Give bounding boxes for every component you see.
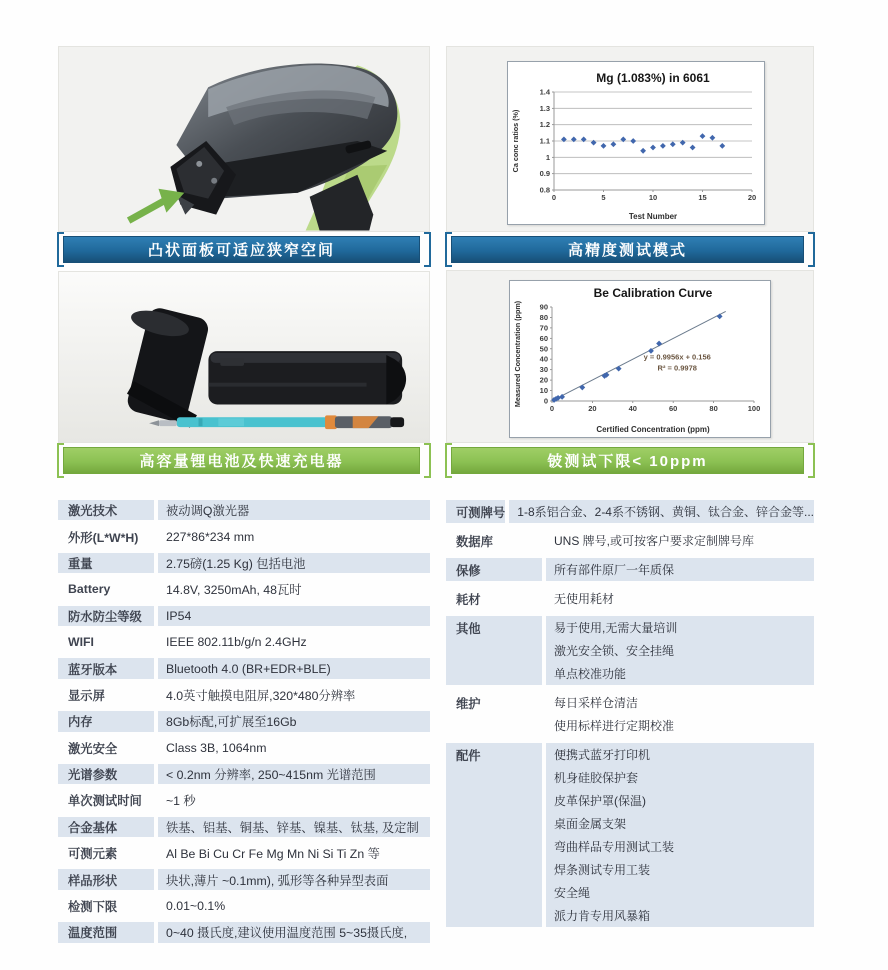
spec-label: Battery xyxy=(68,582,111,597)
spec-label: 防水防尘等级 xyxy=(58,606,154,626)
svg-text:10: 10 xyxy=(539,386,548,396)
battery-cap xyxy=(123,306,211,429)
banner-be-detection-limit xyxy=(446,447,814,474)
banner-bracket-right xyxy=(808,443,815,478)
spec-label: 激光技术 xyxy=(58,500,154,520)
spec-row xyxy=(58,682,430,708)
spec-label: 保修 xyxy=(446,558,542,581)
svg-text:20: 20 xyxy=(747,193,757,202)
analyzer-illustration xyxy=(59,47,429,231)
spec-value-line: 1-8系铝合金、2-4系不锈钢、黄铜、钛合金、锌合金等... xyxy=(517,505,814,519)
banner-bracket-right xyxy=(424,232,431,267)
spec-value-line: 焊条测试专用工装 xyxy=(554,863,651,877)
spec-label: 数据库 xyxy=(456,535,493,549)
spec-value-line: 每日采样仓清洁 xyxy=(554,696,639,710)
battery-pack xyxy=(208,351,406,404)
spec-row xyxy=(58,761,430,787)
spec-label: 耗材 xyxy=(456,593,481,607)
banner-battery xyxy=(58,447,430,474)
spec-label: 可测元素 xyxy=(68,847,118,862)
spec-label: 可测牌号 xyxy=(446,500,505,523)
svg-text:15: 15 xyxy=(698,193,707,202)
spec-value: IP54 xyxy=(158,606,430,626)
svg-text:Be Calibration Curve: Be Calibration Curve xyxy=(593,286,713,300)
svg-text:60: 60 xyxy=(669,404,678,413)
svg-text:1.1: 1.1 xyxy=(539,136,550,146)
banner-precision-mode xyxy=(446,236,814,263)
battery-illustration xyxy=(59,272,429,442)
spec-row xyxy=(58,708,430,734)
spec-value-line: 机身硅胶保护套 xyxy=(554,771,639,785)
svg-text:20: 20 xyxy=(539,375,548,385)
spec-value-line: 易于使用,无需大量培训 xyxy=(554,621,678,635)
spec-row xyxy=(58,814,430,840)
svg-text:Mg (1.083%) in 6061: Mg (1.083%) in 6061 xyxy=(596,71,710,85)
banner-text: 高精度测试模式 xyxy=(451,236,804,263)
be-chart-panel xyxy=(446,270,814,443)
spec-value-line: 桌面金属支架 xyxy=(554,817,627,831)
spec-row xyxy=(58,893,430,919)
svg-text:70: 70 xyxy=(539,323,548,333)
be-calibration-chart xyxy=(510,281,770,437)
spec-row xyxy=(446,613,814,688)
svg-text:30: 30 xyxy=(539,365,548,375)
svg-text:40: 40 xyxy=(628,404,637,413)
spec-label: 蓝牙版本 xyxy=(58,658,154,678)
battery-photo-panel xyxy=(58,271,430,443)
svg-text:40: 40 xyxy=(539,354,548,364)
spec-value-line: UNS 牌号,或可按客户要求定制牌号库 xyxy=(554,534,755,548)
banner-text: 铍测试下限< 10ppm xyxy=(451,447,804,474)
spec-value: Class 3B, 1064nm xyxy=(166,740,267,755)
mg-stability-chart-card xyxy=(507,61,765,225)
spec-value: 铁基、铝基、铜基、锌基、镍基、钛基, 及定制 xyxy=(158,817,430,837)
spec-value: 14.8V, 3250mAh, 48瓦时 xyxy=(166,583,302,598)
spec-row xyxy=(58,919,430,945)
spec-row xyxy=(58,735,430,761)
spec-row xyxy=(58,603,430,629)
banner-bracket-right xyxy=(424,443,431,478)
spec-row xyxy=(58,497,430,523)
svg-text:1.4: 1.4 xyxy=(539,87,550,97)
spec-row xyxy=(446,555,814,584)
svg-text:0: 0 xyxy=(543,396,548,406)
spec-label: 光谱参数 xyxy=(58,764,154,784)
spec-value: Bluetooth 4.0 (BR+EDR+BLE) xyxy=(158,658,430,678)
spec-label: 外形(L*W*H) xyxy=(68,530,139,545)
spec-label: 单次测试时间 xyxy=(68,794,142,809)
spec-label: 样品形状 xyxy=(58,869,154,889)
spec-row xyxy=(58,866,430,892)
spec-value: 227*86*234 mm xyxy=(166,529,255,544)
svg-text:y = 0.9956x + 0.156: y = 0.9956x + 0.156 xyxy=(643,352,711,362)
banner-text: 凸状面板可适应狭窄空间 xyxy=(63,236,420,263)
spec-value: IEEE 802.11b/g/n 2.4GHz xyxy=(166,635,307,650)
svg-text:0: 0 xyxy=(551,193,557,202)
spec-row xyxy=(58,629,430,655)
svg-text:1: 1 xyxy=(545,152,550,162)
banner-convex-panel xyxy=(58,236,430,263)
spec-label: 配件 xyxy=(446,743,542,927)
spec-value-line: 所有部件原厂一年质保 xyxy=(554,563,675,577)
spec-label: 合金基体 xyxy=(58,817,154,837)
spec-value: Al Be Bi Cu Cr Fe Mg Mn Ni Si Ti Zn 等 xyxy=(166,847,380,862)
svg-text:0.9: 0.9 xyxy=(539,169,550,179)
mg-stability-chart xyxy=(508,62,764,224)
pen-illustration xyxy=(149,415,404,429)
spec-value-line: 便携式蓝牙打印机 xyxy=(554,748,651,762)
spec-row xyxy=(58,550,430,576)
spec-value-line: 无使用耗材 xyxy=(554,592,615,606)
spec-row xyxy=(58,840,430,866)
spec-row xyxy=(58,787,430,813)
spec-label: 重量 xyxy=(58,553,154,573)
svg-text:Test Number: Test Number xyxy=(628,212,678,221)
spec-label: 显示屏 xyxy=(68,688,105,703)
green-arrow-icon xyxy=(129,189,185,221)
svg-text:1.3: 1.3 xyxy=(539,103,550,113)
spec-table-left xyxy=(58,497,430,946)
spec-value: 4.0英寸触摸电阻屏,320*480分辨率 xyxy=(166,688,356,703)
spec-value: 0~40 摄氏度,建议使用温度范围 5~35摄氏度, xyxy=(158,922,430,942)
spec-row xyxy=(446,584,814,613)
mg-chart-panel xyxy=(446,46,814,232)
spec-row xyxy=(446,688,814,740)
spec-label: 温度范围 xyxy=(58,922,154,942)
spec-value-line: 弯曲样品专用测试工装 xyxy=(554,840,675,854)
be-calibration-chart-card xyxy=(509,280,771,438)
spec-value-line: 派力肯专用风暴箱 xyxy=(554,909,651,923)
svg-text:Ca conc ratios (%): Ca conc ratios (%) xyxy=(511,109,520,173)
spec-row xyxy=(58,655,430,681)
svg-text:Measured Concentration (ppm): Measured Concentration (ppm) xyxy=(513,300,522,408)
spec-value-line: 激光安全锁、安全挂绳 xyxy=(554,644,675,658)
spec-value-line: 安全绳 xyxy=(554,886,591,900)
spec-value: 0.01~0.1% xyxy=(166,899,226,914)
svg-text:100: 100 xyxy=(747,404,761,413)
banner-bracket-right xyxy=(808,232,815,267)
banner-text: 高容量锂电池及快速充电器 xyxy=(63,447,420,474)
spec-row xyxy=(58,576,430,602)
svg-text:80: 80 xyxy=(709,404,718,413)
spec-label: 内存 xyxy=(58,711,154,731)
spec-label: 维护 xyxy=(456,697,481,711)
spec-label: WIFI xyxy=(68,635,94,650)
spec-value: ~1 秒 xyxy=(166,794,196,809)
svg-text:R² = 0.9978: R² = 0.9978 xyxy=(657,363,697,373)
product-photo-panel xyxy=(58,46,430,232)
svg-text:5: 5 xyxy=(601,193,606,202)
spec-value: 被动调Q激光器 xyxy=(158,500,430,520)
spec-row xyxy=(446,526,814,555)
spec-row xyxy=(58,523,430,549)
spec-label: 激光安全 xyxy=(68,741,118,756)
svg-text:0.8: 0.8 xyxy=(539,185,550,195)
spec-value: 8Gb标配,可扩展至16Gb xyxy=(158,711,430,731)
spec-value-line: 使用标样进行定期校准 xyxy=(554,719,675,733)
svg-text:1.2: 1.2 xyxy=(539,120,550,130)
spec-table-right xyxy=(446,497,814,930)
svg-text:50: 50 xyxy=(539,344,548,354)
svg-text:Certified Concentration (ppm): Certified Concentration (ppm) xyxy=(596,425,710,434)
spec-value: 块状,薄片 ~0.1mm), 弧形等各种异型表面 xyxy=(158,869,430,889)
svg-text:90: 90 xyxy=(539,302,548,312)
spec-label: 其他 xyxy=(446,616,542,685)
spec-row xyxy=(446,740,814,930)
spec-value-line: 皮革保护罩(保温) xyxy=(554,794,646,808)
svg-text:60: 60 xyxy=(539,333,548,343)
spec-value: 2.75磅(1.25 Kg) 包括电池 xyxy=(158,553,430,573)
spec-row xyxy=(446,497,814,526)
svg-text:20: 20 xyxy=(588,404,597,413)
svg-text:80: 80 xyxy=(539,312,548,322)
svg-text:0: 0 xyxy=(549,404,555,413)
spec-value-line: 单点校准功能 xyxy=(554,667,627,681)
svg-text:10: 10 xyxy=(648,193,658,202)
spec-label: 检测下限 xyxy=(68,900,118,915)
spec-value: < 0.2nm 分辨率, 250~415nm 光谱范围 xyxy=(158,764,430,784)
